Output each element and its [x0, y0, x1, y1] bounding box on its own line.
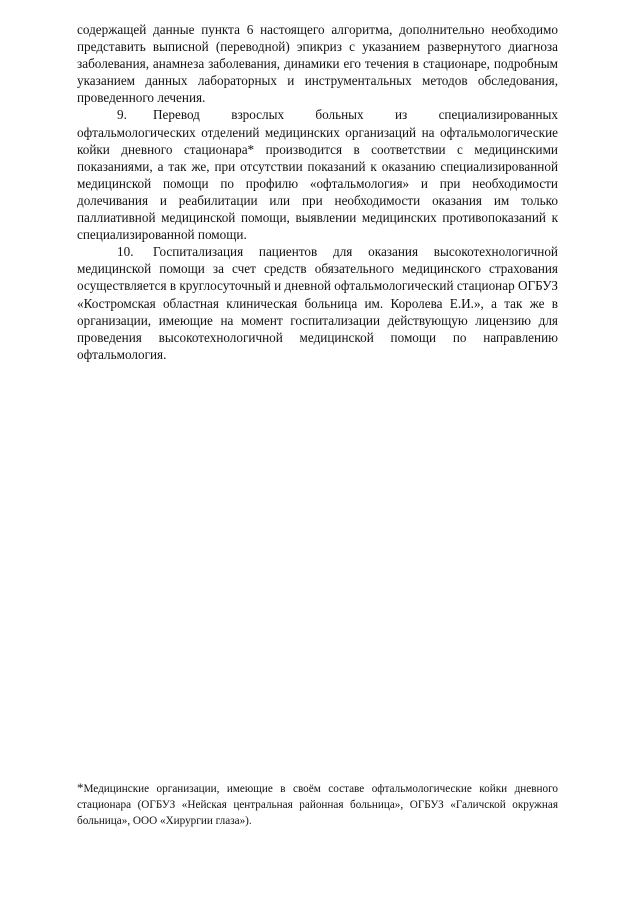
paragraph-number: 10. — [117, 244, 134, 260]
paragraph-text: Перевод взрослых больных из специализированных офтальмологических отделений медицинских организаций на офтальмологические койки дневного стационара* производится в соответствии с медицинскими показаниями, а так же, при отсутствии показаний к оказанию специализированной медицинской помощи по профилю «офтальмология» и при необходимости долечивания и реабилитации или при необходимости оказания им только паллиативной медицинской помощи, выявлении медицинских противопоказаний к специализированной помощи. — [77, 107, 558, 243]
paragraph-text: Госпитализация пациентов для оказания высокотехнологичной медицинской помощи за счет средств обязательного медицинского страхования осуществляется в круглосуточный и дневной офтальмологический стационар ОГБУЗ «Костромская областная клиническая больница им. Королева Е.И.», а так же в организации, имеющие на момент госпитализации действующую лицензию для проведения высокотехнологичной медицинской помощи по направлению офтальмология. — [77, 244, 558, 362]
footnote-text: Медицинские организации, имеющие в своём составе офтальмологические койки дневного стационара (ОГБУЗ «Нейская центральная районная больница», ОГБУЗ «Галичской окружная больница», ООО «Хирургии глаза»). — [77, 783, 558, 828]
paragraph-text: содержащей данные пункта 6 настоящего алгоритма, дополнительно необходимо представить выписной (переводной) эпикриз с указанием развернутого диагноза заболевания, анамнеза заболевания, динамики его течения в стационаре, подробным указанием данных лабораторных и инструментальных методов обследования, проведенного лечения. — [77, 22, 558, 106]
footnote — [77, 780, 558, 830]
document-body — [77, 21, 558, 363]
footnote-marker: * — [77, 780, 84, 795]
footnote-paragraph — [77, 780, 558, 830]
paragraph-item-10 — [77, 243, 558, 363]
paragraph-number: 9. — [117, 107, 127, 123]
paragraph-continuation — [77, 21, 558, 106]
paragraph-item-9 — [77, 106, 558, 243]
